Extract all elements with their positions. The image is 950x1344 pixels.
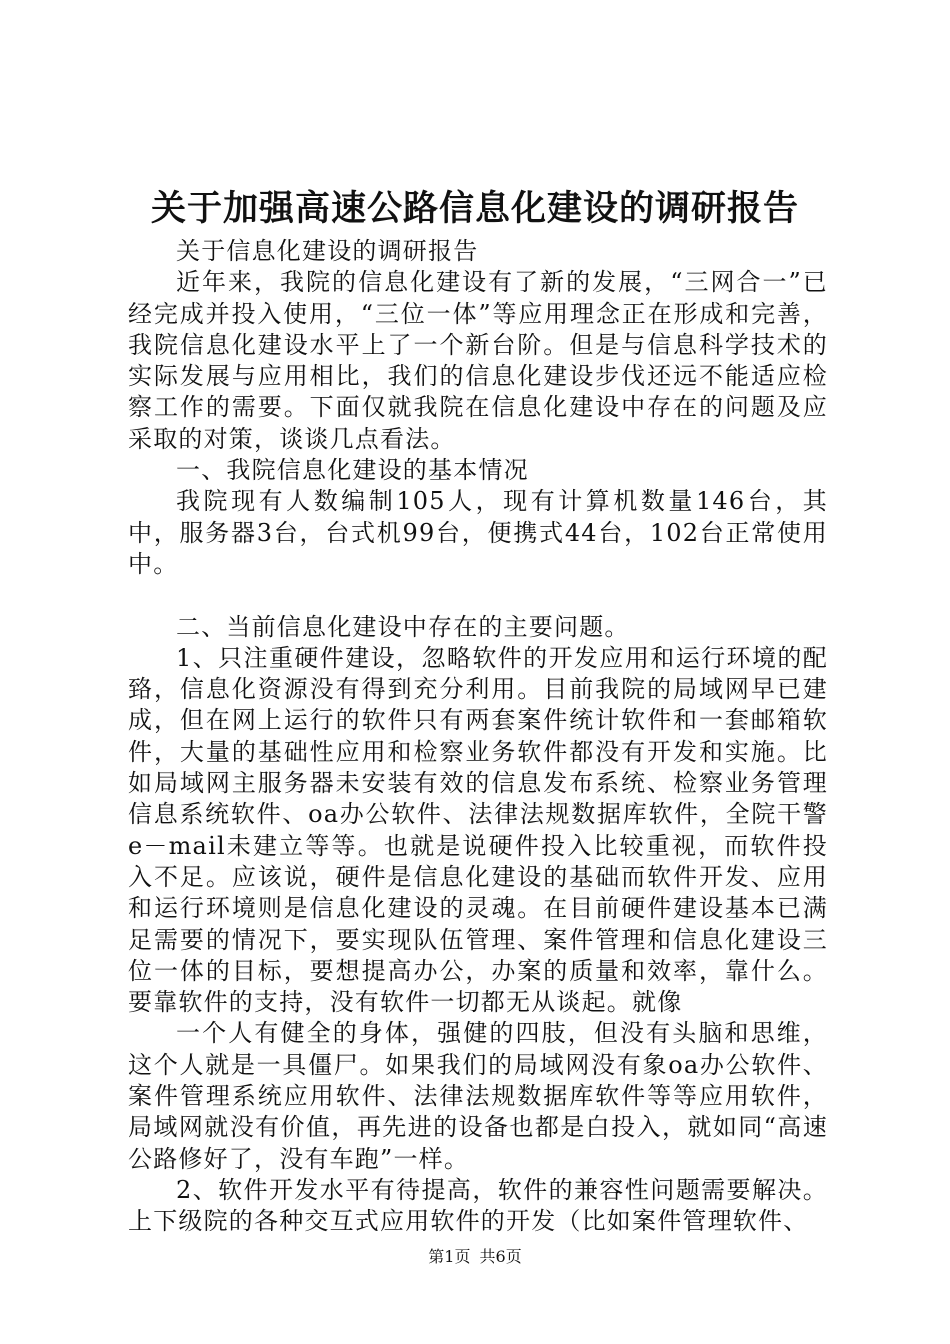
blank-line [128, 580, 828, 611]
section-heading-2: 二、当前信息化建设中存在的主要问题。 [176, 612, 630, 641]
document-body [128, 236, 828, 1238]
problem-2-paragraph: 2、软件开发水平有待提高，软件的兼容性问题需要解决。上下级院的各种交互式应用软件的开发（比如案件管理软件、 [128, 1175, 828, 1236]
section-heading-1: 一、我院信息化建设的基本情况 [176, 456, 529, 485]
page-footer [0, 1246, 950, 1268]
page-number: 第1页 [428, 1247, 471, 1266]
subtitle-paragraph: 关于信息化建设的调研报告 [176, 237, 479, 265]
page-total: 共6页 [479, 1247, 522, 1266]
analogy-paragraph: 一个人有健全的身体，强健的四肢，但没有头脑和思维，这个人就是一具僵尸。如果我们的局域网没有象oa办公软件、案件管理系统应用软件、法律法规数据库软件等等应用软件，局域网就没有价值，再先进的设备也都是白投入，就如同“高速公路修好了，没有车跑”一样。 [128, 1019, 828, 1173]
problem-1-paragraph: 1、只注重硬件建设，忽略软件的开发应用和运行环境的配臵，信息化资源没有得到充分利用。目前我院的局域网早已建成，但在网上运行的软件只有两套案件统计软件和一套邮箱软件，大量的基础性应用和检察业务软件都没有开发和实施。比如局域网主服务器未安装有效的信息发布系统、检察业务管理信息系统软件、oa办公软件、法律法规数据库软件，全院干警e－mail未建立等等。也就是说硬件投入比较重视，而软件投入不足。应该说，硬件是信息化建设的基础而软件开发、应用和运行环境则是信息化建设的灵魂。在目前硬件建设基本已满足需要的情况下，要实现队伍管理、案件管理和信息化建设三位一体的目标，要想提高办公，办案的质量和效率，靠什么。要靠软件的支持，没有软件一切都无从谈起。就像 [128, 643, 828, 1017]
document-title: 关于加强高速公路信息化建设的调研报告 [150, 188, 799, 229]
stats-paragraph: 我院现有人数编制105人，现有计算机数量146台，其中，服务器3台，台式机99台，便携式44台，102台正常使用中。 [128, 487, 828, 578]
intro-paragraph: 近年来，我院的信息化建设有了新的发展，“三网合一”已经完成并投入使用，“三位一体”等应用理念正在形成和完善，我院信息化建设水平上了一个新台阶。但是与信息科学技术的实际发展与应用相比，我们的信息化建设步伐还远不能适应检察工作的需要。下面仅就我院在信息化建设中存在的问题及应采取的对策，谈谈几点看法。 [128, 268, 828, 453]
